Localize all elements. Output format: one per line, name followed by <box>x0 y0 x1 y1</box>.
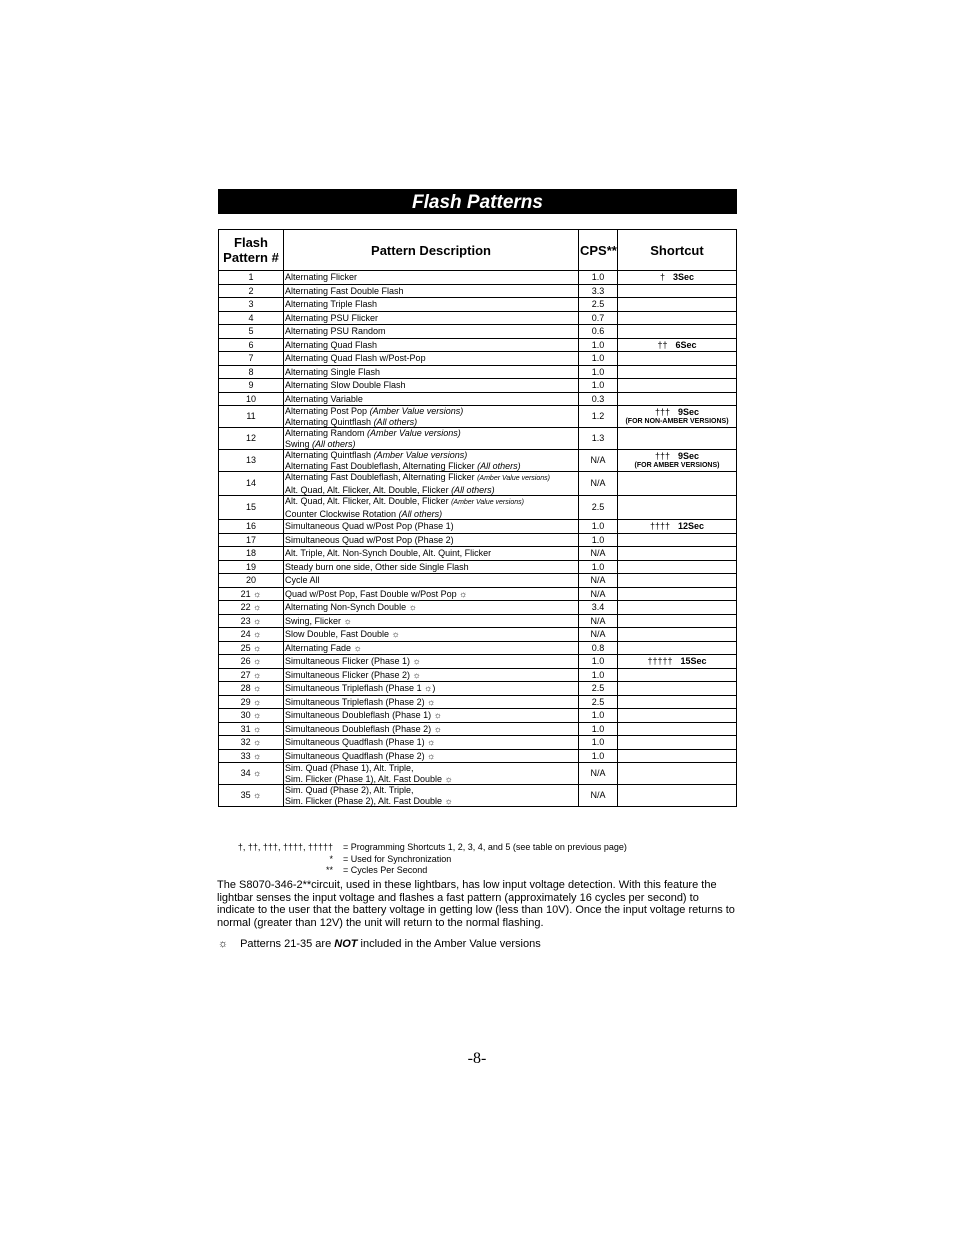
cell-pattern-number: 33 ☼ <box>219 749 284 763</box>
cell-pattern-number: 7 <box>219 352 284 366</box>
cell-cps: 1.0 <box>579 379 618 393</box>
cell-description <box>284 520 579 534</box>
cell-pattern-number: 28 ☼ <box>219 682 284 696</box>
table-row <box>219 785 737 807</box>
header-flash-pattern-number <box>219 230 284 271</box>
cell-shortcut <box>618 709 737 723</box>
cell-description <box>284 763 579 785</box>
cell-cps: 2.5 <box>579 682 618 696</box>
cell-description <box>284 641 579 655</box>
cell-pattern-number: 29 ☼ <box>219 695 284 709</box>
cell-description <box>284 311 579 325</box>
low-voltage-paragraph: The S8070-346-2**circuit, used in these lightbars, has low input voltage detection. With this feature the lightbar senses the input voltage and flashes a fast pattern (approximately 16 cycles per second) to indicate to the user that the battery voltage in getting low (less than 10V). Once the input voltage returns to normal (greater than 12V) the unit will return to the normal flashing. <box>217 879 735 929</box>
cell-pattern-number: 30 ☼ <box>219 709 284 723</box>
desc-line-2: Alternating Fast Doubleflash, Alternating Flicker (All others) <box>285 460 521 471</box>
cell-pattern-number: 10 <box>219 392 284 406</box>
desc-line-1: Alternating PSU Flicker <box>285 312 379 323</box>
cell-shortcut <box>618 547 737 561</box>
desc-line-1: Alt. Triple, Alt. Non-Synch Double, Alt. Quint, Flicker <box>285 548 492 558</box>
desc-line-2: Alt. Quad, Alt. Flicker, Alt. Double, Flicker (All others) <box>285 484 495 495</box>
cell-cps: 2.5 <box>579 496 618 520</box>
desc-line-1: Alternating Slow Double Flash <box>285 380 406 390</box>
shortcut-dagger: ††††† <box>647 656 673 666</box>
desc-line-2: Alternating Quintflash (All others) <box>285 416 418 427</box>
cell-description <box>284 736 579 750</box>
cell-shortcut <box>618 271 737 285</box>
table-row <box>219 709 737 723</box>
desc-line-1: Sim. Quad (Phase 1), Alt. Triple, <box>285 763 414 773</box>
cell-description <box>284 560 579 574</box>
cell-cps: 2.5 <box>579 298 618 312</box>
cell-cps: 1.3 <box>579 428 618 450</box>
cell-shortcut <box>618 450 737 472</box>
cell-cps: N/A <box>579 763 618 785</box>
cell-description <box>284 614 579 628</box>
legend <box>230 842 627 877</box>
cell-description <box>284 365 579 379</box>
cell-cps: 1.0 <box>579 352 618 366</box>
desc-line-1: Alternating Quintflash (Amber Value versions) <box>285 450 468 460</box>
shortcut-time: 9Sec <box>678 451 700 462</box>
table-row <box>219 641 737 655</box>
cell-description <box>284 655 579 669</box>
cell-pattern-number: 32 ☼ <box>219 736 284 750</box>
cell-description <box>284 628 579 642</box>
cell-pattern-number: 6 <box>219 338 284 352</box>
cell-shortcut <box>618 574 737 588</box>
cell-pattern-number: 16 <box>219 520 284 534</box>
legend-row <box>230 865 627 877</box>
legend-text: = Programming Shortcuts 1, 2, 3, 4, and 5 (see table on previous page) <box>343 842 627 852</box>
desc-line-1: Alternating Fade ☼ <box>285 642 362 653</box>
cell-pattern-number: 18 <box>219 547 284 561</box>
cell-cps: N/A <box>579 574 618 588</box>
legend-text: = Used for Synchronization <box>343 853 452 864</box>
table-row <box>219 722 737 736</box>
cell-description <box>284 682 579 696</box>
desc-line-2: Swing (All others) <box>285 438 356 449</box>
table-row <box>219 472 737 496</box>
table-row <box>219 533 737 547</box>
table-row <box>219 574 737 588</box>
cell-shortcut <box>618 682 737 696</box>
cell-description <box>284 601 579 615</box>
cell-description <box>284 496 579 520</box>
desc-line-1: Alternating Post Pop (Amber Value versions) <box>285 406 464 416</box>
cell-cps: 1.0 <box>579 749 618 763</box>
cell-cps: 0.3 <box>579 392 618 406</box>
cell-pattern-number: 17 <box>219 533 284 547</box>
desc-line-1: Simultaneous Quadflash (Phase 2) ☼ <box>285 750 436 761</box>
cell-cps: N/A <box>579 628 618 642</box>
page-title: Flash Patterns <box>218 189 737 214</box>
legend-key: ** <box>325 865 333 875</box>
cell-pattern-number: 1 <box>219 271 284 285</box>
cell-pattern-number: 21 ☼ <box>219 587 284 601</box>
cell-pattern-number: 20 <box>219 574 284 588</box>
cell-cps: N/A <box>579 472 618 496</box>
sun-icon: ☼ <box>218 938 229 950</box>
cell-description <box>284 749 579 763</box>
cell-description <box>284 325 579 339</box>
cell-pattern-number: 27 ☼ <box>219 668 284 682</box>
table-row <box>219 547 737 561</box>
header-shortcut: Shortcut <box>618 230 737 271</box>
desc-line-1: Simultaneous Tripleflash (Phase 2) ☼ <box>285 696 436 707</box>
cell-shortcut <box>618 641 737 655</box>
cell-description <box>284 450 579 472</box>
shortcut-dagger: †† <box>657 339 668 350</box>
table-row <box>219 736 737 750</box>
cell-cps: 1.0 <box>579 365 618 379</box>
desc-line-1: Simultaneous Quadflash (Phase 1) ☼ <box>285 737 436 747</box>
desc-line-1: Alternating Random (Amber Value versions) <box>285 428 461 438</box>
header-cps: CPS** <box>579 230 618 271</box>
table-row <box>219 560 737 574</box>
cell-cps: N/A <box>579 785 618 807</box>
cell-cps: 0.8 <box>579 641 618 655</box>
shortcut-note: (FOR NON-AMBER VERSIONS) <box>625 417 729 425</box>
cell-shortcut <box>618 722 737 736</box>
cell-cps: 1.0 <box>579 338 618 352</box>
shortcut-dagger: ††† <box>654 407 670 418</box>
cell-description <box>284 709 579 723</box>
legend-text: = Cycles Per Second <box>343 865 428 875</box>
cell-cps: 2.5 <box>579 695 618 709</box>
legend-row <box>230 842 627 854</box>
desc-line-1: Simultaneous Doubleflash (Phase 1) ☼ <box>285 710 442 720</box>
note-pre: Patterns 21-35 are <box>240 938 335 950</box>
cell-description <box>284 271 579 285</box>
cell-pattern-number: 5 <box>219 325 284 339</box>
cell-cps: N/A <box>579 547 618 561</box>
table-row <box>219 379 737 393</box>
desc-line-1: Simultaneous Doubleflash (Phase 2) ☼ <box>285 723 442 734</box>
cell-shortcut <box>618 365 737 379</box>
table-row <box>219 668 737 682</box>
cell-shortcut <box>618 749 737 763</box>
table-row <box>219 496 737 520</box>
cell-cps: 3.4 <box>579 601 618 615</box>
cell-shortcut <box>618 392 737 406</box>
cell-pattern-number: 31 ☼ <box>219 722 284 736</box>
cell-shortcut <box>618 785 737 807</box>
cell-description <box>284 379 579 393</box>
desc-line-1: Quad w/Post Pop, Fast Double w/Post Pop ☼ <box>285 588 468 599</box>
cell-description <box>284 587 579 601</box>
table-row <box>219 763 737 785</box>
cell-cps: 1.2 <box>579 406 618 428</box>
cell-pattern-number: 23 ☼ <box>219 614 284 628</box>
table-row <box>219 298 737 312</box>
cell-shortcut <box>618 533 737 547</box>
cell-cps: N/A <box>579 614 618 628</box>
table-row <box>219 695 737 709</box>
cell-cps: 1.0 <box>579 668 618 682</box>
cell-shortcut <box>618 311 737 325</box>
flash-patterns-table <box>218 229 737 807</box>
cell-shortcut <box>618 352 737 366</box>
legend-row <box>230 854 627 866</box>
desc-line-1: Alternating Quad Flash w/Post-Pop <box>285 353 426 363</box>
cell-pattern-number: 24 ☼ <box>219 628 284 642</box>
desc-line-1: Sim. Quad (Phase 2), Alt. Triple, <box>285 785 414 795</box>
shortcut-time: 3Sec <box>672 272 695 282</box>
desc-line-1: Alternating Fast Double Flash <box>285 285 404 296</box>
cell-shortcut <box>618 601 737 615</box>
cell-shortcut <box>618 338 737 352</box>
cell-cps: 1.0 <box>579 709 618 723</box>
cell-shortcut <box>618 614 737 628</box>
shortcut-dagger: † <box>659 272 665 282</box>
table-row <box>219 392 737 406</box>
shortcut-time: 6Sec <box>675 339 697 350</box>
table-row <box>219 365 737 379</box>
desc-line-1: Alternating Non-Synch Double ☼ <box>285 602 417 612</box>
cell-pattern-number: 12 <box>219 428 284 450</box>
cell-shortcut <box>618 284 737 298</box>
table-row <box>219 338 737 352</box>
cell-description <box>284 284 579 298</box>
cell-shortcut <box>618 428 737 450</box>
cell-description <box>284 547 579 561</box>
shortcut-time: 15Sec <box>680 656 707 666</box>
cell-shortcut <box>618 325 737 339</box>
desc-line-1: Simultaneous Quad w/Post Pop (Phase 1) <box>285 521 454 531</box>
cell-shortcut <box>618 736 737 750</box>
shortcut-dagger: †††† <box>649 521 670 531</box>
cell-description <box>284 472 579 496</box>
legend-key: †, ††, †††, ††††, ††††† <box>237 842 333 852</box>
cell-pattern-number: 22 ☼ <box>219 601 284 615</box>
desc-line-1: Alternating Quad Flash <box>285 339 378 350</box>
amber-note <box>218 938 541 950</box>
cell-description <box>284 533 579 547</box>
cell-pattern-number: 4 <box>219 311 284 325</box>
desc-line-1: Simultaneous Flicker (Phase 2) ☼ <box>285 669 421 680</box>
desc-line-1: Alt. Quad, Alt. Flicker, Alt. Double, Flicker (Amber Value versions) <box>285 496 524 506</box>
cell-cps: 0.6 <box>579 325 618 339</box>
header-flash-pattern-number-text: Flash Pattern # <box>223 235 279 265</box>
table-row <box>219 614 737 628</box>
desc-line-1: Alternating Triple Flash <box>285 299 378 309</box>
desc-line-1: Simultaneous Quad w/Post Pop (Phase 2) <box>285 534 454 545</box>
cell-shortcut <box>618 379 737 393</box>
cell-shortcut <box>618 298 737 312</box>
cell-pattern-number: 25 ☼ <box>219 641 284 655</box>
cell-cps: 1.0 <box>579 560 618 574</box>
cell-pattern-number: 15 <box>219 496 284 520</box>
cell-cps: 1.0 <box>579 271 618 285</box>
cell-description <box>284 695 579 709</box>
cell-shortcut <box>618 668 737 682</box>
note-post: included in the Amber Value versions <box>357 938 541 950</box>
table-row <box>219 628 737 642</box>
cell-description <box>284 722 579 736</box>
desc-line-1: Slow Double, Fast Double ☼ <box>285 629 400 639</box>
shortcut-time: 12Sec <box>678 521 705 531</box>
cell-shortcut <box>618 472 737 496</box>
desc-line-1: Cycle All <box>285 575 320 585</box>
desc-line-1: Alternating PSU Random <box>285 326 386 336</box>
cell-description <box>284 406 579 428</box>
cell-description <box>284 785 579 807</box>
cell-cps: N/A <box>579 450 618 472</box>
table-row <box>219 601 737 615</box>
cell-pattern-number: 35 ☼ <box>219 785 284 807</box>
table-row <box>219 450 737 472</box>
table-row <box>219 311 737 325</box>
table-row <box>219 587 737 601</box>
cell-description <box>284 298 579 312</box>
desc-line-1: Simultaneous Tripleflash (Phase 1 ☼) <box>285 683 436 693</box>
cell-description <box>284 392 579 406</box>
desc-line-1: Swing, Flicker ☼ <box>285 615 352 626</box>
cell-shortcut <box>618 560 737 574</box>
cell-pattern-number: 19 <box>219 560 284 574</box>
desc-line-1: Alternating Variable <box>285 393 363 404</box>
cell-cps: 1.0 <box>579 722 618 736</box>
cell-pattern-number: 13 <box>219 450 284 472</box>
cell-pattern-number: 14 <box>219 472 284 496</box>
cell-cps: 1.0 <box>579 655 618 669</box>
cell-shortcut <box>618 496 737 520</box>
cell-shortcut <box>618 587 737 601</box>
cell-shortcut <box>618 520 737 534</box>
cell-cps: N/A <box>579 587 618 601</box>
desc-line-2: Counter Clockwise Rotation (All others) <box>285 508 443 519</box>
cell-cps: 3.3 <box>579 284 618 298</box>
desc-line-2: Sim. Flicker (Phase 1), Alt. Fast Double ☼ <box>285 773 453 784</box>
cell-shortcut <box>618 628 737 642</box>
header-pattern-description: Pattern Description <box>284 230 579 271</box>
cell-pattern-number: 34 ☼ <box>219 763 284 785</box>
cell-pattern-number: 2 <box>219 284 284 298</box>
legend-key: * <box>329 853 333 864</box>
cell-pattern-number: 11 <box>219 406 284 428</box>
page-number: -8- <box>467 1050 487 1067</box>
desc-line-2: Sim. Flicker (Phase 2), Alt. Fast Double ☼ <box>285 795 453 806</box>
table-row <box>219 520 737 534</box>
cell-cps: 0.7 <box>579 311 618 325</box>
table-row <box>219 284 737 298</box>
table-row <box>219 749 737 763</box>
cell-shortcut <box>618 406 737 428</box>
desc-line-1: Alternating Flicker <box>285 272 358 282</box>
cell-description <box>284 574 579 588</box>
note-bold: NOT <box>334 938 358 950</box>
desc-line-1: Alternating Fast Doubleflash, Alternating Flicker (Amber Value versions) <box>285 472 550 482</box>
desc-line-1: Steady burn one side, Other side Single Flash <box>285 561 469 572</box>
cell-pattern-number: 8 <box>219 365 284 379</box>
cell-description <box>284 338 579 352</box>
table-row <box>219 406 737 428</box>
cell-shortcut <box>618 695 737 709</box>
shortcut-note: (FOR AMBER VERSIONS) <box>634 461 720 469</box>
cell-shortcut <box>618 655 737 669</box>
cell-cps: 1.0 <box>579 533 618 547</box>
desc-line-1: Simultaneous Flicker (Phase 1) ☼ <box>285 656 421 666</box>
cell-pattern-number: 26 ☼ <box>219 655 284 669</box>
shortcut-dagger: ††† <box>654 451 670 462</box>
cell-pattern-number: 9 <box>219 379 284 393</box>
table-row <box>219 352 737 366</box>
table-row <box>219 428 737 450</box>
table-row <box>219 682 737 696</box>
table-row <box>219 325 737 339</box>
desc-line-1: Alternating Single Flash <box>285 366 381 377</box>
cell-description <box>284 668 579 682</box>
table-row <box>219 655 737 669</box>
cell-cps: 1.0 <box>579 736 618 750</box>
cell-cps: 1.0 <box>579 520 618 534</box>
cell-pattern-number: 3 <box>219 298 284 312</box>
cell-description <box>284 428 579 450</box>
cell-shortcut <box>618 763 737 785</box>
cell-description <box>284 352 579 366</box>
shortcut-time: 9Sec <box>678 407 700 418</box>
table-row <box>219 271 737 285</box>
